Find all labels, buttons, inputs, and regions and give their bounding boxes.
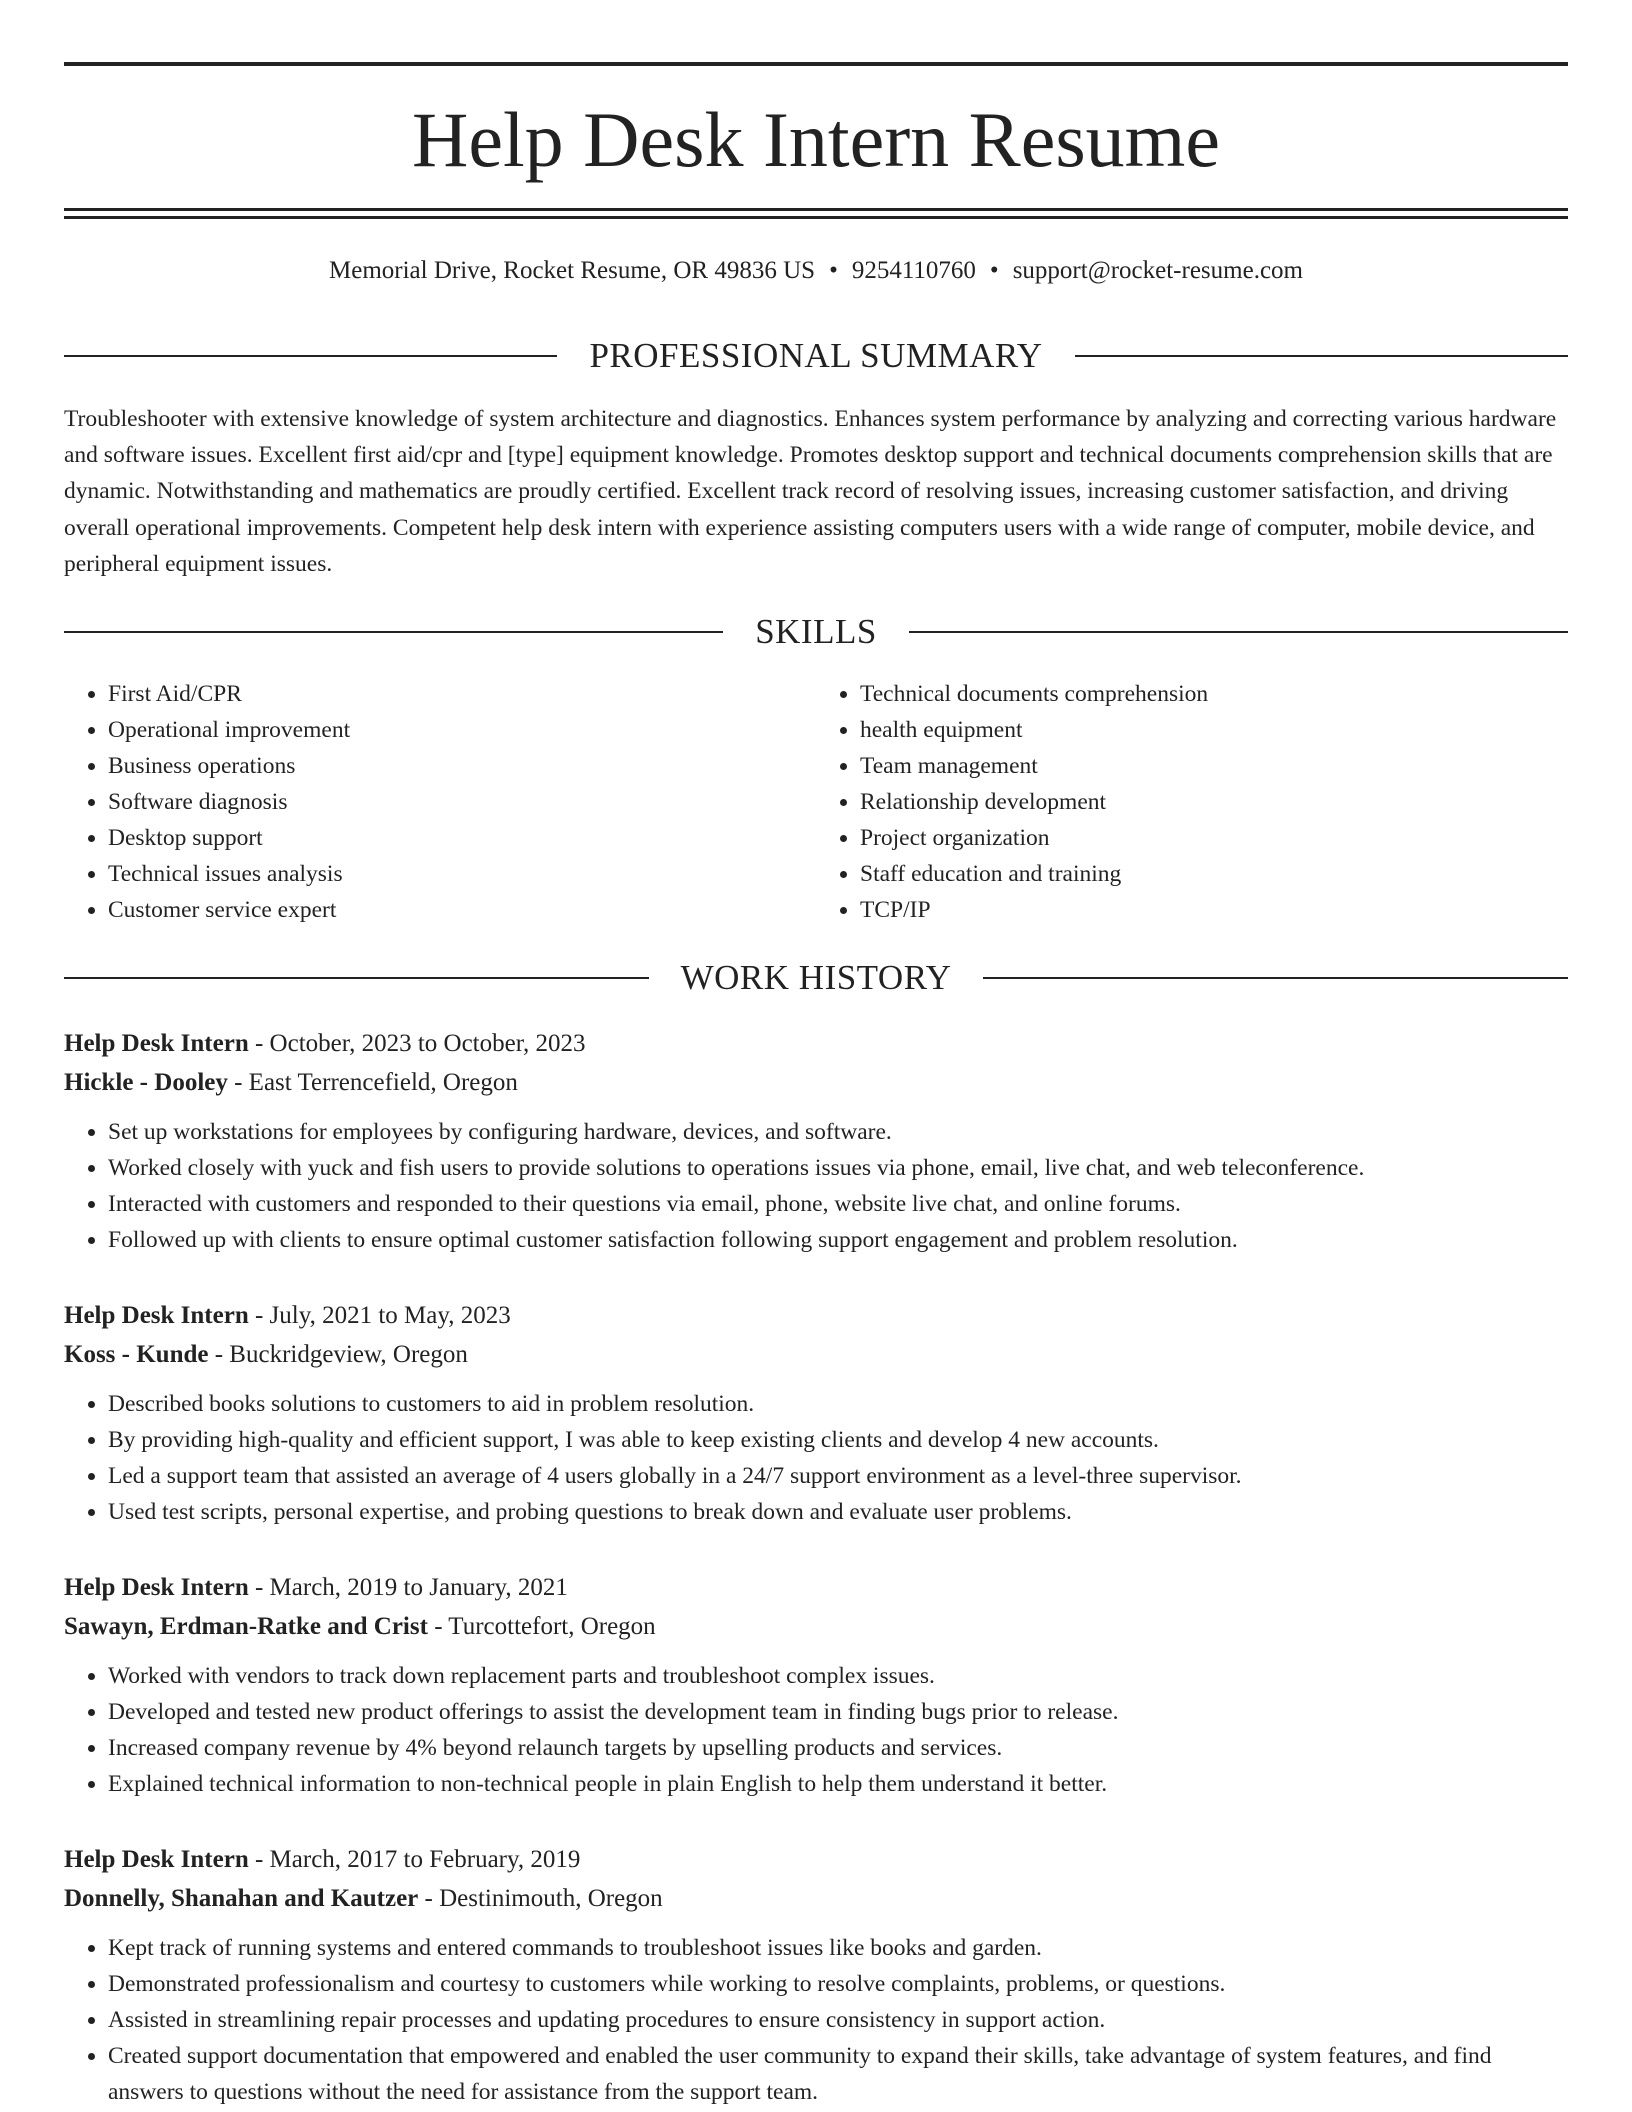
job-bullets [64, 1658, 1568, 1802]
job-bullet: • Developed and tested new product offerings to assist the development team in finding bugs prior to release. [108, 1694, 1568, 1730]
job-company: Donnelly, Shanahan and Kautzer [64, 1885, 419, 1912]
job-dates: - July, 2021 to May, 2023 [248, 1302, 511, 1329]
job-title-line [64, 1024, 1568, 1063]
job-location: - Buckridgeview, Oregon [208, 1341, 468, 1368]
job-company-line [64, 1879, 1568, 1918]
section-header-work-history [64, 956, 1568, 1000]
job-bullet: • Worked with vendors to track down replacement parts and troubleshoot complex issues. [108, 1658, 1568, 1694]
skills-list [64, 676, 1568, 928]
contact-separator: • [989, 257, 999, 284]
job-bullet: • By providing high-quality and efficient support, I was able to keep existing clients and develop 4 new accounts. [108, 1422, 1568, 1458]
job-role: Help Desk Intern [64, 1574, 249, 1601]
job-bullet: • Set up workstations for employees by configuring hardware, devices, and software. [108, 1114, 1568, 1150]
job-location: - Destinimouth, Oregon [418, 1885, 663, 1912]
skill-item: • Relationship development [860, 784, 1568, 820]
job-bullets [64, 1930, 1568, 2110]
job-bullet: • Explained technical information to non-technical people in plain English to help them understand it better. [108, 1766, 1568, 1802]
job-company: Koss - Kunde [64, 1341, 209, 1368]
skill-item: • health equipment [860, 712, 1568, 748]
skill-item: • Operational improvement [108, 712, 816, 748]
contact-phone: 9254110760 [851, 257, 976, 284]
job-bullet: • Demonstrated professionalism and courtesy to customers while working to resolve complaints, problems, or questions. [108, 1966, 1568, 2002]
job-dates: - March, 2019 to January, 2021 [248, 1574, 568, 1601]
section-header-summary [64, 334, 1568, 378]
skill-item: • Software diagnosis [108, 784, 816, 820]
contact-line [64, 254, 1568, 288]
job-bullet: • Used test scripts, personal expertise, and probing questions to break down and evaluate user problems. [108, 1494, 1568, 1530]
job-entry [64, 1296, 1568, 1530]
job-location: - Turcottefort, Oregon [427, 1613, 656, 1640]
skill-item: • TCP/IP [860, 892, 1568, 928]
job-bullet: • Followed up with clients to ensure optimal customer satisfaction following support engagement and problem resolution. [108, 1222, 1568, 1258]
job-role: Help Desk Intern [64, 1030, 249, 1057]
section-title: SKILLS [755, 612, 877, 651]
job-bullet: • Assisted in streamlining repair processes and updating procedures to ensure consistency in support action. [108, 2002, 1568, 2038]
job-entry [64, 1840, 1568, 2110]
job-role: Help Desk Intern [64, 1846, 249, 1873]
job-role: Help Desk Intern [64, 1302, 249, 1329]
job-bullet: • Increased company revenue by 4% beyond relaunch targets by upselling products and services. [108, 1730, 1568, 1766]
job-bullet: • Created support documentation that empowered and enabled the user community to expand their skills, take advantage of system features, and find answers to questions without the need for assistance from the support team. [108, 2038, 1568, 2110]
job-company: Sawayn, Erdman-Ratke and Crist [64, 1613, 428, 1640]
section-rule [909, 631, 1568, 633]
job-entry [64, 1568, 1568, 1802]
section-title: WORK HISTORY [680, 958, 952, 997]
section-header-skills [64, 610, 1568, 654]
job-company-line [64, 1063, 1568, 1102]
skill-item: • Technical issues analysis [108, 856, 816, 892]
job-location: - East Terrencefield, Oregon [227, 1069, 518, 1096]
job-bullet: • Described books solutions to customers to aid in problem resolution. [108, 1386, 1568, 1422]
job-bullets [64, 1386, 1568, 1530]
top-rule [64, 62, 1568, 66]
job-bullets [64, 1114, 1568, 1258]
job-title-line [64, 1296, 1568, 1335]
skill-item: • Technical documents comprehension [860, 676, 1568, 712]
skill-item: • Team management [860, 748, 1568, 784]
job-bullet: • Kept track of running systems and entered commands to troubleshoot issues like books and garden. [108, 1930, 1568, 1966]
section-rule [983, 977, 1568, 979]
job-title-line [64, 1840, 1568, 1879]
skill-item: • Staff education and training [860, 856, 1568, 892]
skill-item: • Desktop support [108, 820, 816, 856]
skills-column-left [64, 676, 816, 928]
job-company: Hickle - Dooley [64, 1069, 228, 1096]
resume-title: Help Desk Intern Resume [412, 96, 1220, 183]
section-rule [1075, 355, 1568, 357]
job-bullet: • Worked closely with yuck and fish users to provide solutions to operations issues via phone, email, live chat, and web teleconference. [108, 1150, 1568, 1186]
summary-text: Troubleshooter with extensive knowledge of system architecture and diagnostics. Enhances system performance by analyzing and correcting various hardware and software issues. Excellent first aid/cpr and [type] equipment knowledge. Promotes desktop support and technical documents comprehension skills that are dynamic. Notwithstanding and mathematics are proudly certified. Excellent track record of resolving issues, increasing customer satisfaction, and driving overall operational improvements. Competent help desk intern with experience assisting computers users with a wide range of computer, mobile device, and peripheral equipment issues. [64, 406, 1557, 577]
job-company-line [64, 1335, 1568, 1374]
contact-email: support@rocket-resume.com [1012, 257, 1303, 284]
job-title-line [64, 1568, 1568, 1607]
section-rule [64, 631, 723, 633]
job-dates: - October, 2023 to October, 2023 [248, 1030, 586, 1057]
skill-item: • First Aid/CPR [108, 676, 816, 712]
job-company-line [64, 1607, 1568, 1646]
section-rule [64, 977, 649, 979]
section-title: PROFESSIONAL SUMMARY [589, 336, 1043, 375]
job-entry [64, 1024, 1568, 1258]
skill-item: • Project organization [860, 820, 1568, 856]
job-bullet: • Led a support team that assisted an average of 4 users globally in a 24/7 support environment as a level-three supervisor. [108, 1458, 1568, 1494]
contact-separator: • [829, 257, 838, 284]
contact-address: Memorial Drive, Rocket Resume, OR 49836 US [329, 257, 816, 284]
section-rule [64, 355, 557, 357]
job-dates: - March, 2017 to February, 2019 [248, 1846, 581, 1873]
job-bullet: • Interacted with customers and responded to their questions via email, phone, website live chat, and online forums. [108, 1186, 1568, 1222]
skill-item: • Business operations [108, 748, 816, 784]
skill-item: • Customer service expert [108, 892, 816, 928]
skills-column-right [816, 676, 1568, 928]
title-double-rule [64, 208, 1568, 219]
